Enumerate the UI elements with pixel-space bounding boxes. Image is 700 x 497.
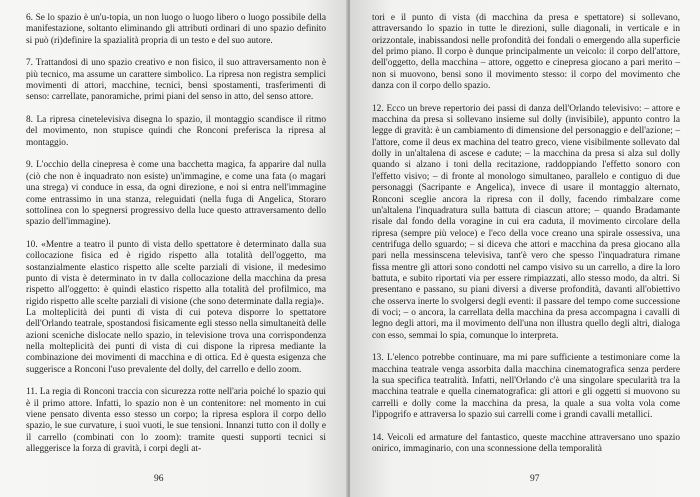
- paragraph: 10. «Mentre a teatro il punto di vista dello spettatore è determinato dalla sua collocazione fisica ed è rigido rispetto alla totalità dell'oggetto, ma sostanzialmente elastico rispetto alle scelte parziali di visione, il medesimo punto di vista è determinato in tv dalla collocazione della macchina da presa rispetto all'oggetto: è quindi elastico rispetto alla totalità del profilmico, ma rigido rispetto alle scelte parziali di visione (che sono determinate dalla regia)».: [26, 239, 326, 307]
- paragraph: tori e il punto di vista (di macchina da presa e spettatore) si sollevano, attraversando lo spazio in tutte le direzioni, sulle diagonali, in verticale e in orizzontale, inabissandosi nelle profondità dei fondali o emergendo alla superficie del primo piano. Il corpo è dunque principalmente un veicolo: il corpo dell'attore, dell'oggetto, della macchina – attore, oggetto e cinepresa giocano a pari merito – non si muovono, bensì sono il movimento stesso: il corpo del movimento che danza con il corpo dello spazio.: [372, 13, 680, 92]
- left-page-text: [26, 13, 326, 467]
- page-number: 96: [154, 474, 164, 484]
- right-page-text: [372, 13, 680, 467]
- left-page: [0, 0, 348, 497]
- paragraph: 6. Se lo spazio è un'u-topia, un non luogo o luogo libero o luogo possibile della manifestazione, soltanto eliminando gli attributi ordinari di uno spazio definito si può (ri)definire la spazialità propria di un testo e del suo autore.: [26, 13, 326, 46]
- paragraph: 11. La regia di Ronconi traccia con sicurezza rotte nell'aria poiché lo spazio qui è il primo attore. Infatti, lo spazio non è un contenitore: nel momento in cui viene pensato diventa esso stesso un corpo; la ripresa esplora il corpo dello spazio, le sue curvature, i suoi vuoti, le sue tensioni. Innanzi tutto con il dolly e il carrello (combinati con lo zoom): tramite questi supporti tecnici si alleggerisce la forza di gravità, i corpi degli at-: [26, 387, 326, 455]
- paragraph: 8. La ripresa cinetelevisiva disegna lo spazio, il montaggio scandisce il ritmo del movimento, non stupisce quindi che Ronconi preferisca la ripresa al montaggio.: [26, 115, 326, 148]
- right-page: [350, 0, 700, 497]
- paragraph: 14. Veicoli ed armature del fantastico, queste macchine attraversano uno spazio onirico, immaginario, con una sconnessione della temporalità: [372, 432, 680, 455]
- paragraph: La molteplicità dei punti di vista di cui poteva disporre lo spettatore dell'Orlando teatrale, spostandosi fisicamente egli stesso nella simultaneità delle azioni sceniche dislocate nello spazio, in televisione trova una corrispondenza nella molteplicità dei punti di vista di cui dispone la ripresa mediante la combinazione dei movimenti di macchina e di ottica. Ed è questa esigenza che suggerisce a Ronconi l'uso prevalente del dolly, del carrello e dello zoom.: [26, 307, 326, 375]
- paragraph: 7. Trattandosi di uno spazio creativo e non fisico, il suo attraversamento non è più tecnico, ma assume un carattere simbolico. La ripresa non registra semplici movimenti di attori, macchine, tecnici, bensì spostamenti, trasferimenti di senso: carrellate, panoramiche, primi piani del senso in atto, del senso attore.: [26, 58, 326, 103]
- paragraph: 12. Ecco un breve repertorio dei passi di danza dell'Orlando televisivo: – attore e macchina da presa si sollevano insieme sul dolly (invisibile), appunto contro la legge di gravità: è un cambiamento di dimensione del personaggio e dell'azione; – l'attore, come il deus ex machina del teatro greco, viene visibilmente sollevato dal dolly in un'altalena di ascese e cadute; – la macchina da presa si alza sul dolly quando si alzano i toni della recitazione, raddoppiando l'effetto sonoro con l'effetto visivo; – di fronte al monologo simultaneo, parallelo e contiguo di due personaggi (Sacripante e Angelica), invece di usare il montaggio alternato, Ronconi sceglie ancora la ripresa con il dolly, facendo rimbalzare come un'altalena l'inquadratura sulla battuta di ciascun attore; – quando Bradamante risale dal fondo della voragine in cui era caduta, il movimento circolare della ripresa (sempre più veloce) e l'eco della voce creano una spirale ossessiva, una centrifuga dello sguardo; – si diceva che attori e macchina da presa giocano alla pari nella messinscena televisiva, tant'è vero che spesso l'inquadratura rimane fissa mentre gli attori sono condotti nel campo visivo su un carrello, a dire la loro battuta, e subito riportati via per essere rimpiazzati, allo stesso modo, da altri. Si presentano e passano, su piani diversi a diverse profondità, davanti all'obiettivo che osserva inerte lo svolgersi degli eventi: il passare del tempo come successione di voci; – o ancora, la carrellata della macchina da presa accompagna i cavalli di legno degli attori, ma il movimento dell'una non illustra quello degli altri, dialoga con esso, semmai lo spia, comunque lo interpreta.: [372, 103, 680, 341]
- page-number: 97: [530, 474, 540, 484]
- paragraph: 13. L'elenco potrebbe continuare, ma mi pare sufficiente a testimoniare come la macchina teatrale venga assorbita dalla macchina cinematografica senza perdere la sua specifica teatralità. Infatti, nell'Orlando c'è una singolare specularità tra la macchina teatrale e quella cinematografica: gli attori e gli oggetti si muovono su carrelli e dolly come la macchina da presa, la quale a sua volta vola come l'ippogrifo e attraversa lo spazio sui carrelli come i grandi cavalli metallici.: [372, 353, 680, 421]
- paragraph: 9. L'occhio della cinepresa è come una bacchetta magica, fa apparire dal nulla (ciò che non è inquadrato non esiste) un'immagine, e come una fata (o magari una strega) vi conduce in essa, da ogni direzione, e noi si entra nell'immagine come entrassimo in una stanza, releguidati (nella fuga di Angelica, Storaro sottolinea con lo spegnersi progressivo della luce questo attraversamento dello spazio dell'immagine).: [26, 160, 326, 228]
